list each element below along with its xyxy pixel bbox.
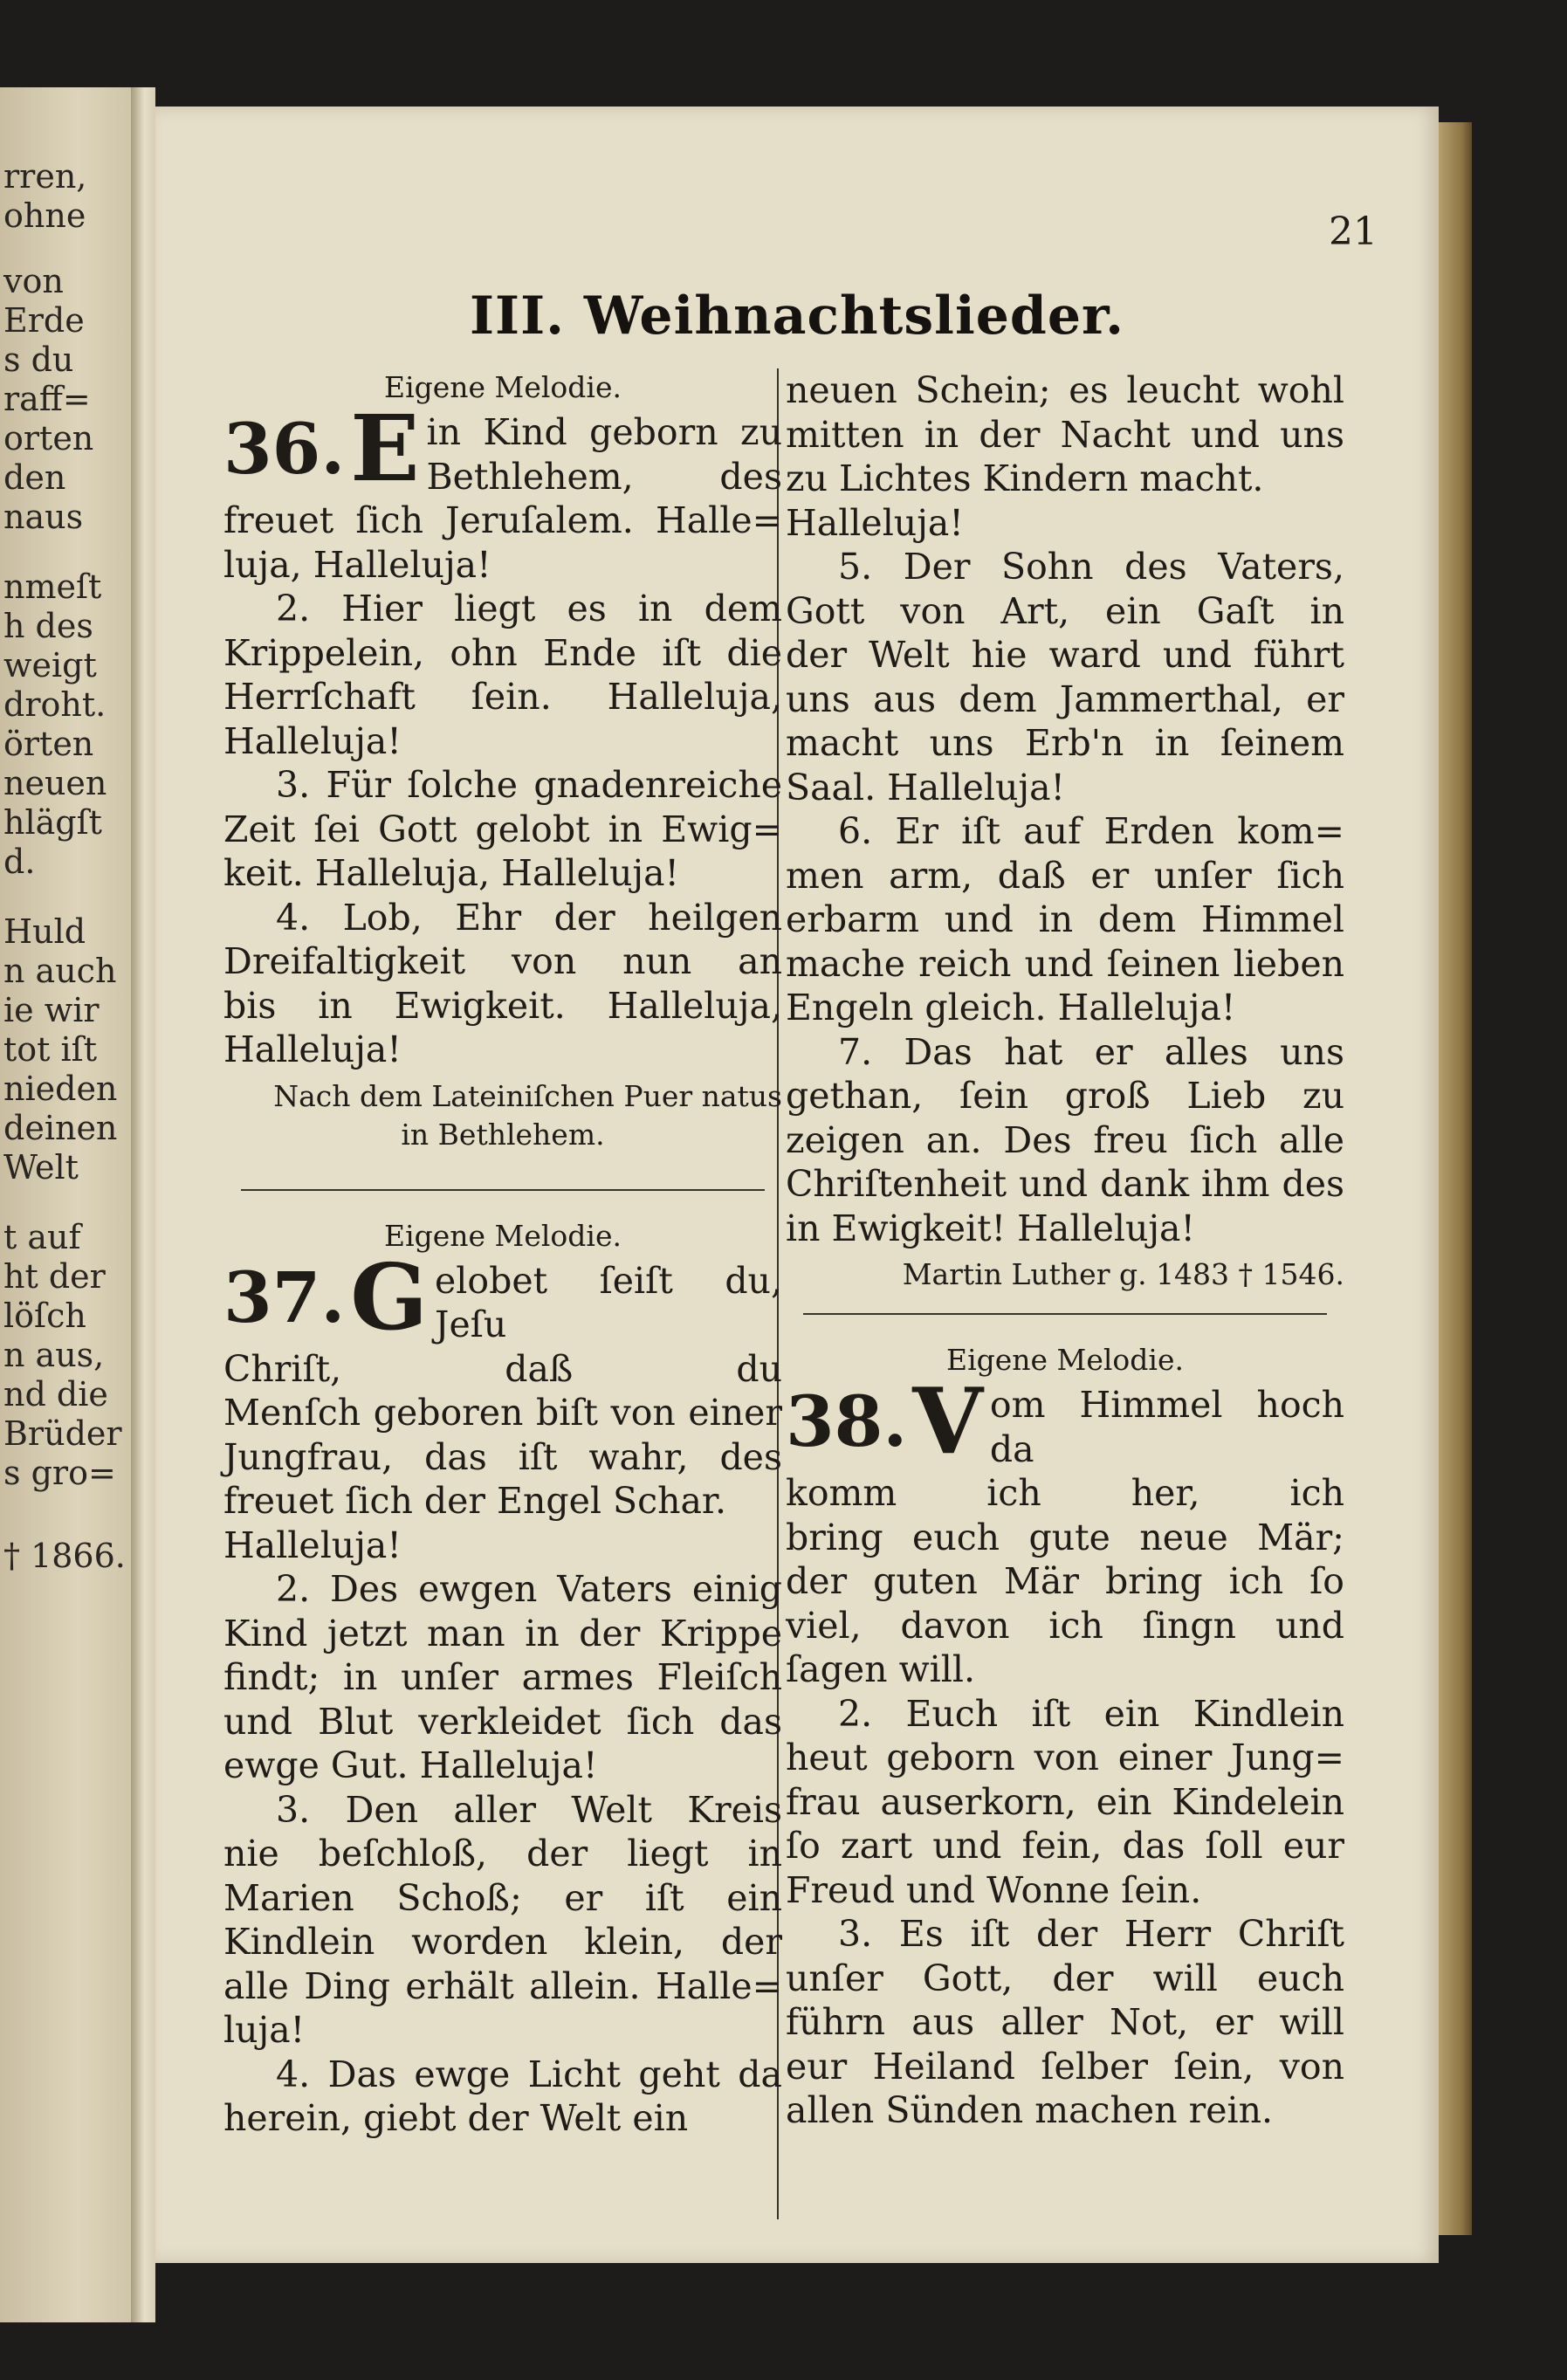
verse-line: herein, giebt der Welt ein [223,2097,689,2139]
melody-label: Eigene Melodie. [383,370,622,404]
verse-line: 2. Euch iſt ein Kindlein [838,1692,1344,1735]
facing-page-text: ie wir [3,991,100,1029]
verse-line: führn aus aller Not, er will [786,2001,1344,2043]
verse-line: neuen Schein; es leucht wohl [786,369,1344,411]
hymn-36 [223,368,782,1154]
facing-page-text: raff= [3,380,91,418]
verse-line: bis in Ewigkeit. Halleluja, [223,984,782,1027]
verse-line: bring euch gute neue Mär; [786,1516,1344,1558]
verse-line: 4. Das ewge Licht geht da [276,2053,782,2095]
verse-line: Halleluja! [223,719,402,762]
facing-page-text: n aus, [3,1336,105,1374]
facing-page-text: tot iſt [3,1030,97,1069]
right-column [786,368,1344,2133]
hymn-separator [803,1313,1327,1315]
verse-line: in Kind geborn zu [426,411,782,453]
drop-capital: G [350,1242,429,1351]
verse-line: allen Sünden machen rein. [786,2089,1274,2131]
verse-line: Marien Schoß; er iſt ein [223,1876,782,1919]
drop-capital: E [350,395,420,502]
verse-line: zu Lichtes Kindern macht. [786,457,1264,499]
attribution: Nach dem Lateiniſchen Puer natus [273,1078,782,1113]
facing-page-text: rren, [3,157,87,196]
verse-line: Halleluja! [786,501,964,544]
verse-line: luja! [223,2009,306,2051]
verse-lines [223,1391,782,2141]
verse-line: Freud und Wonne ſein. [786,1868,1202,1911]
verse-line: Menſch geboren biſt von einer [223,1392,782,1434]
verse-line: freuet ſich Jeruſalem. Halle= [223,499,782,541]
book-page [155,107,1439,2263]
verse-line: in Ewigkeit! Halleluja! [786,1207,1195,1249]
verse-line: Dreifaltigkeit von nun an [223,940,782,982]
verse-line: zeigen an. Des freu ſich alle [786,1118,1344,1161]
verse-line: Kind jetzt man in der Krippe [223,1612,782,1654]
verse-line: Herrſchaft ſein. Halleluja, [223,676,782,718]
facing-page-text: naus [3,498,84,536]
facing-page-text: nd die [3,1375,108,1414]
facing-page-text: neuen [3,764,107,802]
verse-line: keit. Halleluja, Halleluja! [223,852,680,894]
left-column [223,368,782,2141]
verse-line: men arm, daß er unſer ſich [786,854,1344,897]
verse-line: und Blut verkleidet ſich das [223,1700,782,1743]
verse-line: freuet ſich der Engel Schar. [223,1480,727,1522]
melody-label: Eigene Melodie. [383,1218,622,1253]
verse-lines [786,1516,1344,2133]
verse-line: erbarm und in dem Himmel [786,898,1344,940]
verse-line: alle Ding erhält allein. Halle= [223,1964,782,2007]
facing-page-text: löſch [3,1297,86,1335]
hymn-number: 37. [223,1255,346,1338]
hymn-37-continued [786,368,1344,1294]
facing-page-text: Huld [3,912,86,951]
facing-page-text: hlägſt [3,803,102,842]
verse-line: 4. Lob, Ehr der heilgen [276,896,782,939]
verse-line: Kindlein worden klein, der [223,1921,782,1963]
verse-line: 3. Den aller Welt Kreis [276,1788,782,1831]
facing-page-text: † 1866. [3,1537,126,1575]
verse-lines [786,368,1344,1250]
verse-line: gethan, ſein groß Lieb zu [786,1075,1344,1117]
hymn-separator [241,1189,765,1191]
verse-line: 3. Für ſolche gnadenreiche [276,764,782,806]
hymn-heading [223,395,782,502]
verse-line: 2. Des ewgen Vaters einig [276,1568,782,1610]
attribution: in Bethlehem. [401,1117,605,1152]
verse-line: eur Heiland ſelber ſein, von [786,2045,1344,2088]
facing-page-text: Welt [3,1148,79,1187]
facing-page-text: Brüder [3,1414,122,1453]
verse-line: findt; in unſer armes Fleiſch [223,1656,782,1698]
facing-page-text: weigt [3,646,97,684]
facing-page-text: n auch [3,952,117,990]
hymn-number: 38. [786,1380,908,1462]
attribution: Martin Luther g. 1483 † 1546. [902,1257,1344,1291]
facing-page-text: ohne [3,196,86,235]
verse-line: mache reich und ſeinen lieben [786,942,1344,985]
verse-line: Chriſtenheit und dank ihm des [786,1163,1344,1205]
facing-page-text: örten [3,725,94,763]
facing-page-text: orten [3,419,94,457]
hymn-number: 36. [223,408,346,490]
verse-line: om Himmel hoch da [989,1384,1344,1470]
facing-page-text: nieden [3,1070,118,1108]
facing-page-fragment [0,87,131,2322]
hymn-heading [786,1367,1344,1516]
facing-page-text: ht der [3,1257,106,1296]
facing-page-text: s du [3,340,74,379]
page-edges [1439,122,1472,2235]
verse-line: Jungfrau, das iſt wahr, des [223,1435,782,1478]
verse-line: frau auserkorn, ein Kindelein [786,1780,1344,1823]
hymn-heading [223,1242,782,1392]
facing-page-text: s gro= [3,1454,116,1492]
verse-line: luja, Halleluja! [223,543,491,586]
facing-page-text: den [3,458,66,497]
verse-line: 6. Er iſt auf Erden kom= [838,810,1344,852]
drop-capital: V [912,1367,983,1475]
facing-page-text: Erde [3,301,85,340]
verse-lines [223,499,782,1072]
verse-line: heut geborn von einer Jung= [786,1737,1344,1778]
verse-line: Chriſt, daß du [223,1347,782,1390]
melody-label: Eigene Melodie. [945,1343,1184,1377]
verse-line: ſagen will. [786,1648,976,1690]
facing-page-text: nmeſt [3,567,102,606]
facing-page-text: von [3,262,64,300]
verse-line: der Welt hie ward und führt [786,634,1344,676]
verse-line: ewge Gut. Halleluja! [223,1744,598,1786]
verse-line: Gott von Art, ein Gaſt in [786,589,1344,632]
facing-page-text: droht. [3,685,107,724]
verse-line: Engeln gleich. Halleluja! [786,987,1236,1028]
facing-page-text: deinen [3,1109,118,1147]
section-title: III. Weihnachtslieder. [469,285,1125,347]
verse-line: macht uns Erb'n in ſeinem [786,722,1344,764]
hymn-37 [223,1217,782,2141]
verse-line: Krippelein, ohn Ende iſt die [223,631,782,674]
verse-line: 7. Das hat er alles uns [838,1030,1344,1073]
verse-line: der guten Mär bring ich ſo [786,1560,1344,1602]
verse-line: komm ich her, ich [786,1472,1344,1514]
facing-page-text: t auf [3,1218,81,1256]
verse-line: Halleluja! [223,1028,402,1070]
verse-line: 3. Es iſt der Herr Chriſt [838,1913,1344,1955]
verse-line: nie beſchloß, der liegt in [223,1833,782,1874]
verse-line: mitten in der Nacht und uns [786,413,1344,456]
verse-line: Bethlehem, des [426,455,782,498]
verse-line: uns aus dem Jammerthal, er [786,678,1344,720]
facing-page-text: h des [3,607,93,645]
hymn-38 [786,1341,1344,2133]
verse-line: viel, davon ich ſingn und [786,1604,1344,1647]
verse-line: 5. Der Sohn des Vaters, [838,546,1344,588]
verse-line: 2. Hier liegt es in dem [276,588,782,629]
book-gutter [131,87,155,2322]
verse-line: Halleluja! [223,1524,402,1566]
page-number: 21 [1329,210,1378,254]
verse-line: unſer Gott, der will euch [786,1957,1344,1999]
verse-line: elobet ſeiſt du, Jeſu [435,1259,782,1345]
verse-line: Zeit ſei Gott gelobt in Ewig= [223,808,782,850]
facing-page-text: d. [3,843,36,881]
verse-line: ſo zart und fein, das ſoll eur [786,1825,1344,1867]
verse-line: Saal. Halleluja! [786,766,1065,808]
